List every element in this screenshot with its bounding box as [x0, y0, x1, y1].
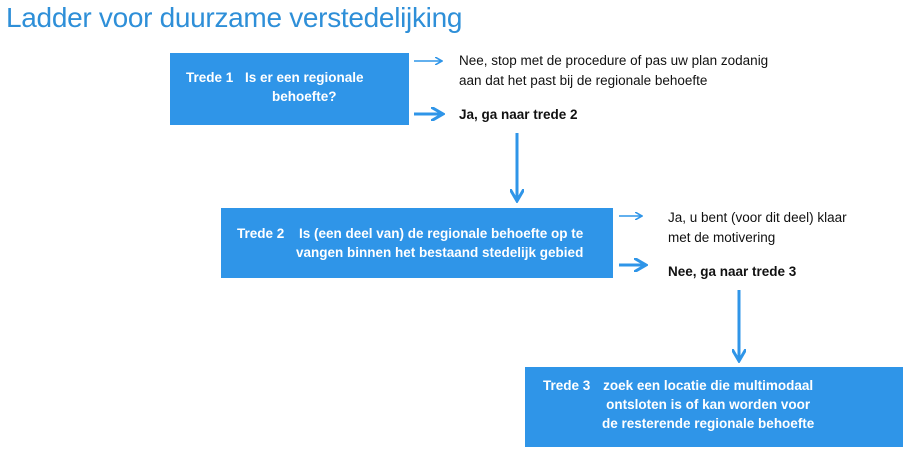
step1-box	[170, 53, 409, 125]
step2-next-text: Nee, ga naar trede 3	[668, 264, 797, 279]
step1-no-text: Nee, stop met de procedure of pas uw plan zodanig aan dat het past bij de regionale behoefte	[459, 53, 769, 88]
step1-question: Is er een regionale behoefte?	[245, 70, 364, 104]
diagram-title: Ladder voor duurzame verstedelijking	[6, 2, 463, 33]
step2-yes-text: Ja, u bent (voor dit deel) klaar met de motivering	[668, 210, 847, 245]
step1-label: Trede 1	[186, 70, 234, 85]
step2-question: Is (een deel van) de regionale behoefte op te vangen binnen het bestaand stedelijk gebied	[296, 226, 584, 260]
step2-label: Trede 2	[237, 226, 285, 241]
step2-box	[221, 208, 613, 278]
step1-next-text: Ja, ga naar trede 2	[459, 107, 578, 122]
step3-question: zoek een locatie die multimodaal ontsloten is of kan worden voor de resterende regionale behoefte	[602, 378, 815, 431]
step3-box	[525, 367, 903, 447]
step3-label: Trede 3	[543, 378, 591, 393]
